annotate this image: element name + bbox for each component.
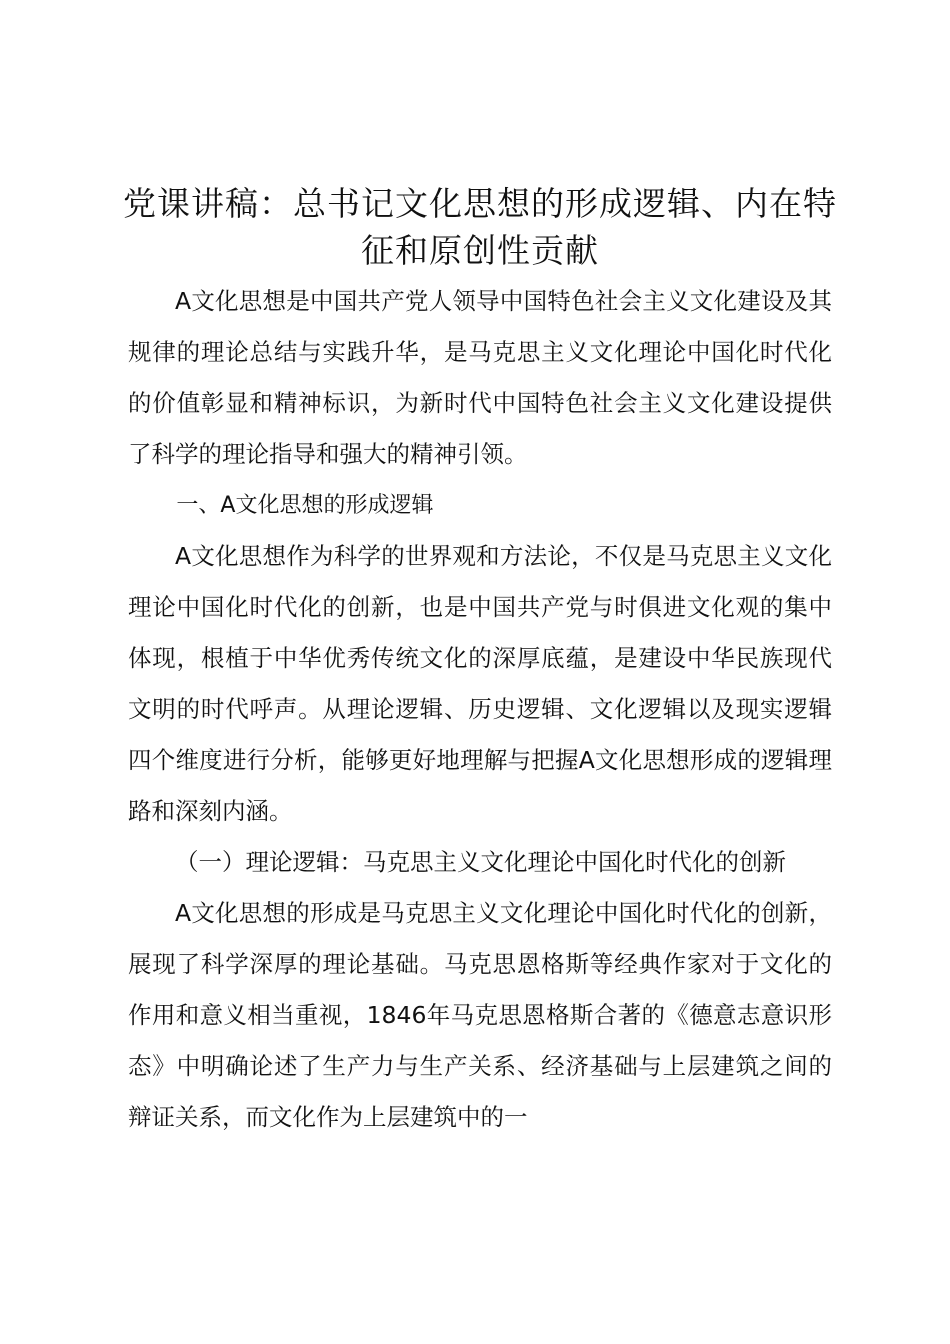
intro-paragraph: A文化思想是中国共产党人领导中国特色社会主义文化建设及其规律的理论总结与实践升华，是马克思主义文化理论中国化时代化的价值彰显和精神标识，为新时代中国特色社会主义文化建设提供了科学的理论指导和强大的精神引领。 xyxy=(128,287,832,468)
document-body xyxy=(123,180,837,1143)
section-1-paragraph: A文化思想作为科学的世界观和方法论，不仅是马克思主义文化理论中国化时代化的创新，也是中国共产党与时俱进文化观的集中体现，根植于中华优秀传统文化的深厚底蕴，是建设中华民族现代文明的时代呼声。从理论逻辑、历史逻辑、文化逻辑以及现实逻辑四个维度进行分析，能够更好地理解与把握A文化思想形成的逻辑理路和深刻内涵。 xyxy=(128,542,832,825)
subsection-1-paragraph: A文化思想的形成是马克思主义文化理论中国化时代化的创新，展现了科学深厚的理论基础。马克思恩格斯等经典作家对于文化的作用和意义相当重视，1846年马克思恩格斯合著的《德意志意识形态》中明确论述了生产力与生产关系、经济基础与上层建筑之间的辩证关系，而文化作为上层建筑中的一 xyxy=(128,899,832,1131)
subsection-1-heading: （一）理论逻辑：马克思主义文化理论中国化时代化的创新 xyxy=(175,848,786,876)
document-title: 党课讲稿：总书记文化思想的形成逻辑、内在特征和原创性贡献 xyxy=(123,184,837,270)
section-1-heading: 一、A文化思想的形成逻辑 xyxy=(176,493,434,518)
